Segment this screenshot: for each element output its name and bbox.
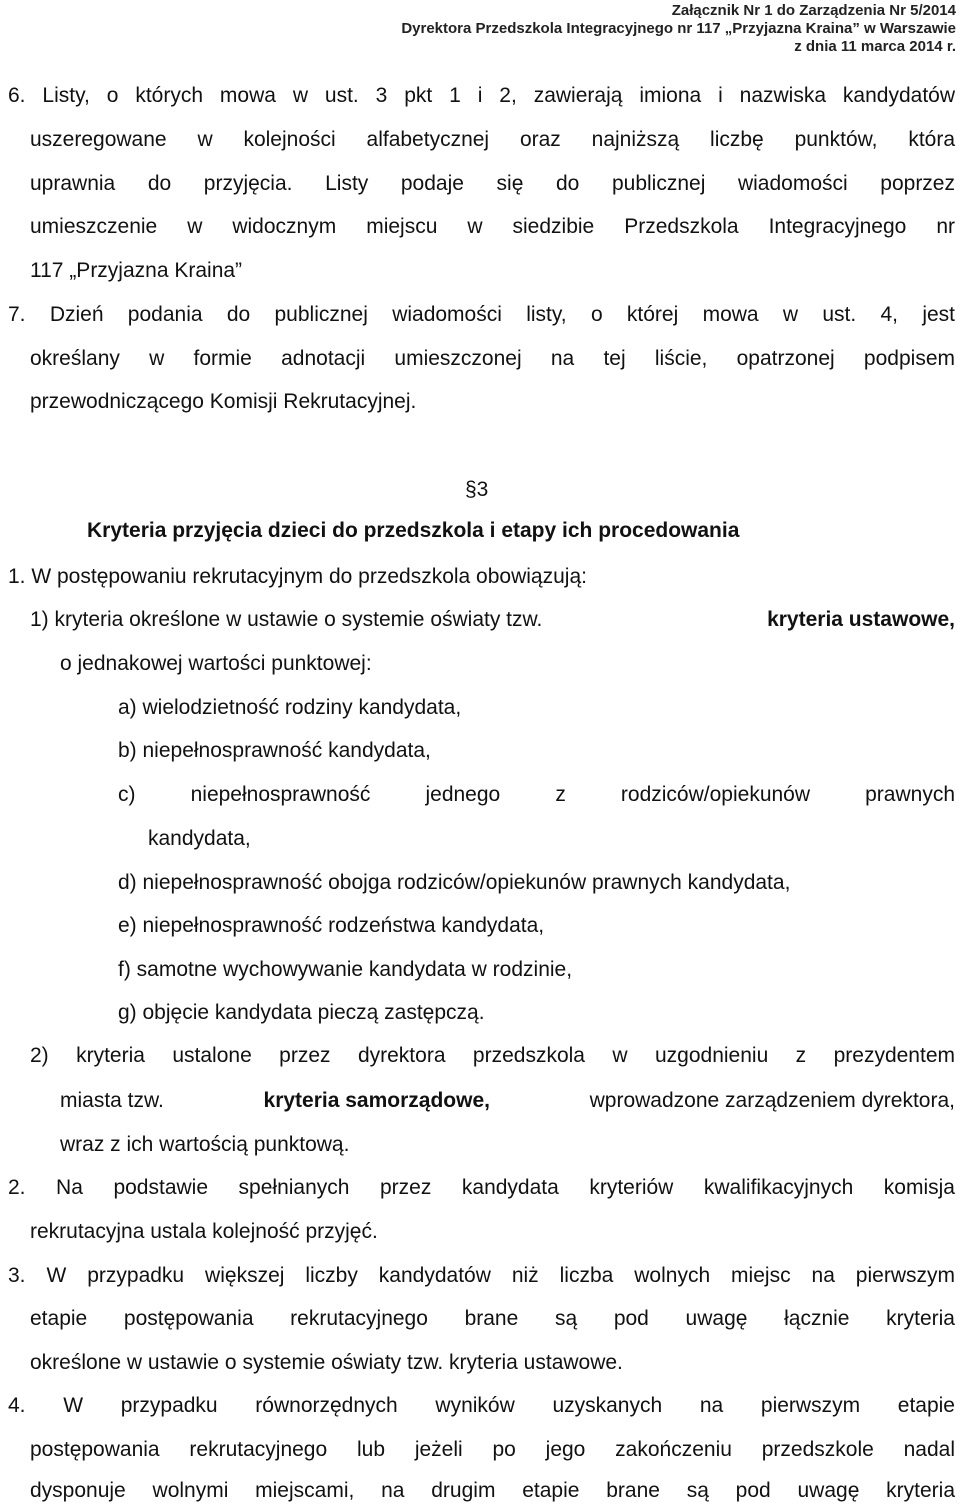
s1-item-1-line-1 xyxy=(30,607,955,633)
s1-item-2-bold: kryteria samorządowe, xyxy=(263,1089,490,1112)
s4-line-2: postępowania rekrutacyjnego lub jeżeli po jego zakończeniu przedszkole nadal xyxy=(30,1438,955,1461)
s3-line-3: określone w ustawie o systemie oświaty tzw. kryteria ustawowe. xyxy=(30,1351,623,1374)
s1-item-2-post: wprowadzone zarządzeniem dyrektora, xyxy=(589,1089,955,1112)
s1-item-2-line-2 xyxy=(60,1088,955,1114)
p6-line-2: uszeregowane w kolejności alfabetycznej oraz najniższą liczbę punktów, która xyxy=(30,128,955,151)
s2-line-1: 2. Na podstawie spełnianych przez kandydata kryteriów kwalifikacyjnych komisja xyxy=(8,1176,955,1199)
criterion-f: f) samotne wychowywanie kandydata w rodzinie, xyxy=(118,958,573,981)
s1-item-2-line-3: wraz z ich wartością punktową. xyxy=(60,1133,350,1156)
p6-line-5: 117 „Przyjazna Kraina” xyxy=(30,259,243,282)
criterion-d: d) niepełnosprawność obojga rodziców/opiekunów prawnych kandydata, xyxy=(118,871,791,894)
p6-line-3: uprawnia do przyjęcia. Listy podaje się do publicznej wiadomości poprzez xyxy=(30,172,955,195)
p7-line-3: przewodniczącego Komisji Rekrutacyjnej. xyxy=(30,390,417,413)
s1-item-1-text: 1) kryteria określone w ustawie o systemie oświaty tzw. xyxy=(30,608,543,631)
p7-line-1: 7. Dzień podania do publicznej wiadomości listy, o której mowa w ust. 4, jest xyxy=(8,303,955,326)
section-title: Kryteria przyjęcia dzieci do przedszkola i etapy ich procedowania xyxy=(87,519,740,542)
s3-line-2: etapie postępowania rekrutacyjnego brane są pod uwagę łącznie kryteria xyxy=(30,1307,955,1330)
criterion-b: b) niepełnosprawność kandydata, xyxy=(118,739,431,762)
header-line-1: Załącznik Nr 1 do Zarządzenia Nr 5/2014 xyxy=(671,2,956,19)
section-mark: §3 xyxy=(465,478,489,501)
criterion-c-line-2: kandydata, xyxy=(148,827,251,850)
header-line-3: z dnia 11 marca 2014 r. xyxy=(794,38,956,55)
criterion-e: e) niepełnosprawność rodzeństwa kandydata, xyxy=(118,914,545,937)
s1-item-1-line-2: o jednakowej wartości punktowej: xyxy=(60,652,372,675)
s3-line-1: 3. W przypadku większej liczby kandydatów niż liczba wolnych miejsc na pierwszym xyxy=(8,1264,955,1287)
s1-item-2-line-1: 2) kryteria ustalone przez dyrektora przedszkola w uzgodnieniu z prezydentem xyxy=(30,1044,955,1067)
s4-line-1: 4. W przypadku równorzędnych wyników uzyskanych na pierwszym etapie xyxy=(8,1394,955,1417)
p7-line-2: określany w formie adnotacji umieszczonej na tej liście, opatrzonej podpisem xyxy=(30,347,955,370)
header-line-2: Dyrektora Przedszkola Integracyjnego nr 117 „Przyjazna Kraina” w Warszawie xyxy=(401,20,956,37)
criterion-c-line-1: c) niepełnosprawność jednego z rodziców/opiekunów prawnych xyxy=(118,783,955,806)
p6-line-4: umieszczenie w widocznym miejscu w siedzibie Przedszkola Integracyjnego nr xyxy=(30,215,955,238)
s1-line-1: 1. W postępowaniu rekrutacyjnym do przedszkola obowiązują: xyxy=(8,565,587,588)
p6-line-1: 6. Listy, o których mowa w ust. 3 pkt 1 i 2, zawierają imiona i nazwiska kandydatów xyxy=(8,84,955,107)
criterion-g: g) objęcie kandydata pieczą zastępczą. xyxy=(118,1001,485,1024)
s1-item-2-pre: miasta tzw. xyxy=(60,1089,164,1112)
s2-line-2: rekrutacyjna ustala kolejność przyjęć. xyxy=(30,1220,378,1243)
criterion-a: a) wielodzietność rodziny kandydata, xyxy=(118,696,462,719)
s1-item-1-bold: kryteria ustawowe, xyxy=(767,608,955,631)
s4-line-3: dysponuje wolnymi miejscami, na drugim etapie brane są pod uwagę kryteria xyxy=(30,1479,955,1502)
